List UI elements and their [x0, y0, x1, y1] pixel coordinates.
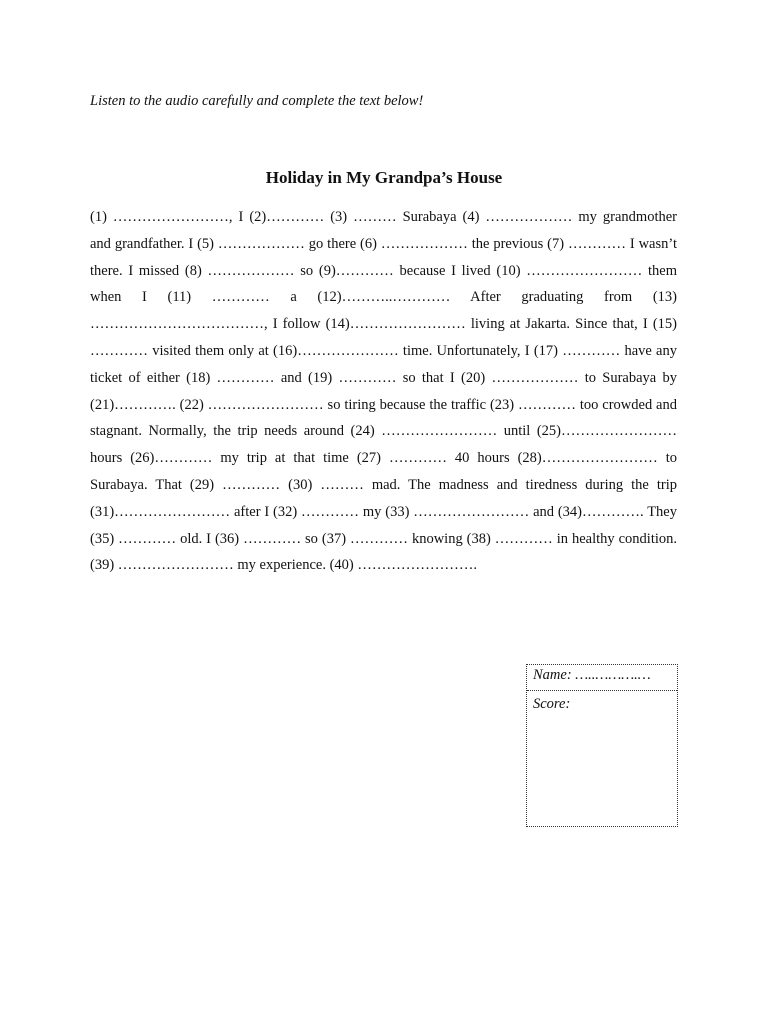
score-field[interactable]: Score: [533, 696, 571, 712]
cloze-paragraph: (1) ……………………, I (2)………… (3) ……… Surabaya (4) ……………… my grandmother and grandfather. I (5) ……………… go there (6) ……………… the previous (7) ………… I wasn’t there. I missed (8) ……………… so (9)………… because I lived (10) …………………… them when I (11) ………… a (12)………..………… After graduating from (13) ………………………………, I follow (14)…………………… living at Jakarta. Since that, I (15) ………… visited them only at (16)………………… time. Unfortunately, I (17) ………… have any ticket of either (18) ………… and (19) ………… so that I (20) ……………… to Surabaya by (21)…………. (22) …………………… so tiring because the traffic (23) ………… too crowded and stagnant. Normally, the trip needs around (24) …………………… until (25)…………………… hours (26)………… my trip at that time (27) ………… 40 hours (28)…………………… to Surabaya. That (29) ………… (30) ……… mad. The madness and tiredness during the trip (31)…………………… after I (32) ………… my (33) …………………… and (34)…………. They (35) ………… old. I (36) ………… so (37) ………… knowing (38) ………… in healthy condition. (39) …………………… my experience. (40) ……………………. [90, 209, 677, 574]
name-score-box [526, 664, 678, 827]
instruction-text: Listen to the audio carefully and complete the text below! [90, 93, 424, 109]
name-field[interactable]: Name: …..……….… [527, 665, 677, 691]
document-title: Holiday in My Grandpa’s House [265, 168, 503, 187]
